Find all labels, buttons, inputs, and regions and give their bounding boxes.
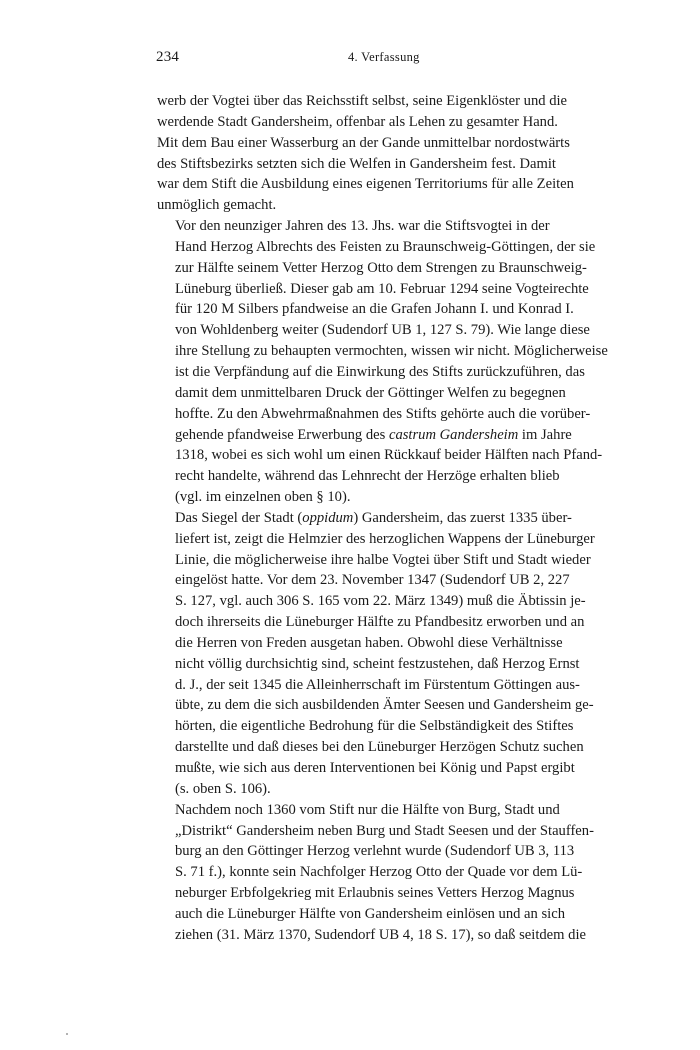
text-line: Hand Herzog Albrechts des Feisten zu Braunschweig-Göttingen, der sie	[175, 238, 596, 255]
text-line: Linie, die möglicherweise ihre halbe Vogtei über Stift und Stadt wieder	[175, 551, 591, 568]
text-line: 1318, wobei es sich wohl um einen Rückkauf beider Hälften nach Pfand-	[175, 447, 603, 464]
text-line: S. 71 f.), konnte sein Nachfolger Herzog Otto der Quade vor dem Lü-	[175, 864, 583, 881]
paragraph	[157, 216, 608, 508]
text-line: neburger Erbfolgekrieg mit Erlaubnis seines Vetters Herzog Magnus	[175, 885, 575, 902]
text-line: nicht völlig durchsichtig sind, scheint festzustehen, daß Herzog Ernst	[175, 655, 580, 672]
text-line: „Distrikt“ Gandersheim neben Burg und Stadt Seesen und der Stauffen-	[175, 822, 594, 839]
text-line: werdende Stadt Gandersheim, offenbar als Lehen zu gesamter Hand.	[157, 113, 558, 130]
text-line: ihre Stellung zu behaupten vermochten, wissen wir nicht. Möglicherweise	[175, 343, 608, 360]
running-title: 4. Verfassung	[348, 50, 420, 64]
text-line: damit dem unmittelbaren Druck der Göttinger Welfen zu begegnen	[175, 384, 566, 401]
text-line: liefert ist, zeigt die Helmzier des herzoglichen Wappens der Lüneburger	[175, 530, 595, 547]
text-line: übte, zu dem die sich ausbildenden Ämter Seesen und Gandersheim ge-	[175, 697, 594, 714]
italic-term: oppidum	[302, 509, 354, 526]
text-line: ziehen (31. März 1370, Sudendorf UB 4, 18 S. 17), so daß seitdem die	[175, 926, 586, 943]
text-line: war dem Stift die Ausbildung eines eigenen Territoriums für alle Zeiten	[157, 176, 574, 193]
text-line: hoffte. Zu den Abwehrmaßnahmen des Stifts gehörte auch die vorüber-	[175, 405, 591, 422]
text-line: die Herren von Freden ausgetan haben. Obwohl diese Verhältnisse	[175, 634, 563, 651]
italic-term: castrum Gandersheim	[388, 426, 519, 443]
scan-speck	[66, 1033, 68, 1035]
page-number: 234	[156, 49, 180, 65]
text-line: zur Hälfte seinem Vetter Herzog Otto dem Strengen zu Braunschweig-	[175, 259, 587, 276]
text-line: für 120 M Silbers pfandweise an die Grafen Johann I. und Konrad I.	[175, 301, 574, 318]
text-line: Lüneburg überließ. Dieser gab am 10. Februar 1294 seine Vogteirechte	[175, 280, 589, 297]
text-line: mußte, wie sich aus deren Interventionen bei König und Papst ergibt	[175, 760, 575, 776]
text-line: hörten, die eigentliche Bedrohung für die Selbständigkeit des Stiftes	[175, 718, 574, 735]
text-line: eingelöst hatte. Vor dem 23. November 1347 (Sudendorf UB 2, 227	[175, 572, 570, 589]
paragraph	[157, 800, 594, 946]
text-line: darstellte und daß dieses bei den Lüneburger Herzögen Schutz suchen	[175, 739, 584, 756]
text-line: recht handelte, während das Lehnrecht der Herzöge erhalten blieb	[175, 468, 560, 485]
text-line: burg an den Göttinger Herzog verlehnt wurde (Sudendorf UB 3, 113	[175, 843, 575, 860]
text-line: d. J., der seit 1345 die Alleinherrschaft im Fürstentum Göttingen aus-	[175, 676, 580, 693]
text-line: Vor den neunziger Jahren des 13. Jhs. war die Stiftsvogtei in der	[175, 218, 550, 235]
text-line: (vgl. im einzelnen oben § 10).	[175, 489, 351, 506]
text-line: Das Siegel der Stadt (oppidum) Gandersheim, das zuerst 1335 über-	[175, 509, 572, 526]
text-line: Mit dem Bau einer Wasserburg an der Gande unmittelbar nordostwärts	[157, 134, 570, 151]
text-line: S. 127, vgl. auch 306 S. 165 vom 22. März 1349) muß die Äbtissin je-	[175, 593, 586, 610]
text-line: (s. oben S. 106).	[175, 780, 271, 797]
text-line: gehende pfandweise Erwerbung des castrum Gandersheim im Jahre	[175, 426, 572, 443]
text-line: ist die Verpfändung auf die Einwirkung des Stifts zurückzuführen, das	[175, 363, 585, 380]
text-line: unmöglich gemacht.	[157, 197, 277, 214]
text-line: auch die Lüneburger Hälfte von Gandersheim einlösen und an sich	[175, 905, 565, 922]
paragraph	[157, 508, 595, 800]
text-line: Nachdem noch 1360 vom Stift nur die Hälfte von Burg, Stadt und	[175, 801, 560, 818]
text-line: des Stiftsbezirks setzten sich die Welfen in Gandersheim fest. Damit	[157, 155, 556, 172]
paragraph	[157, 91, 574, 216]
body-text	[157, 91, 608, 946]
text-line: doch ihrerseits die Lüneburger Hälfte zu Pfandbesitz erworben und an	[175, 614, 585, 631]
text-line: werb der Vogtei über das Reichsstift selbst, seine Eigenklöster und die	[157, 93, 568, 109]
text-line: von Wohldenberg weiter (Sudendorf UB 1, 127 S. 79). Wie lange diese	[175, 322, 590, 339]
